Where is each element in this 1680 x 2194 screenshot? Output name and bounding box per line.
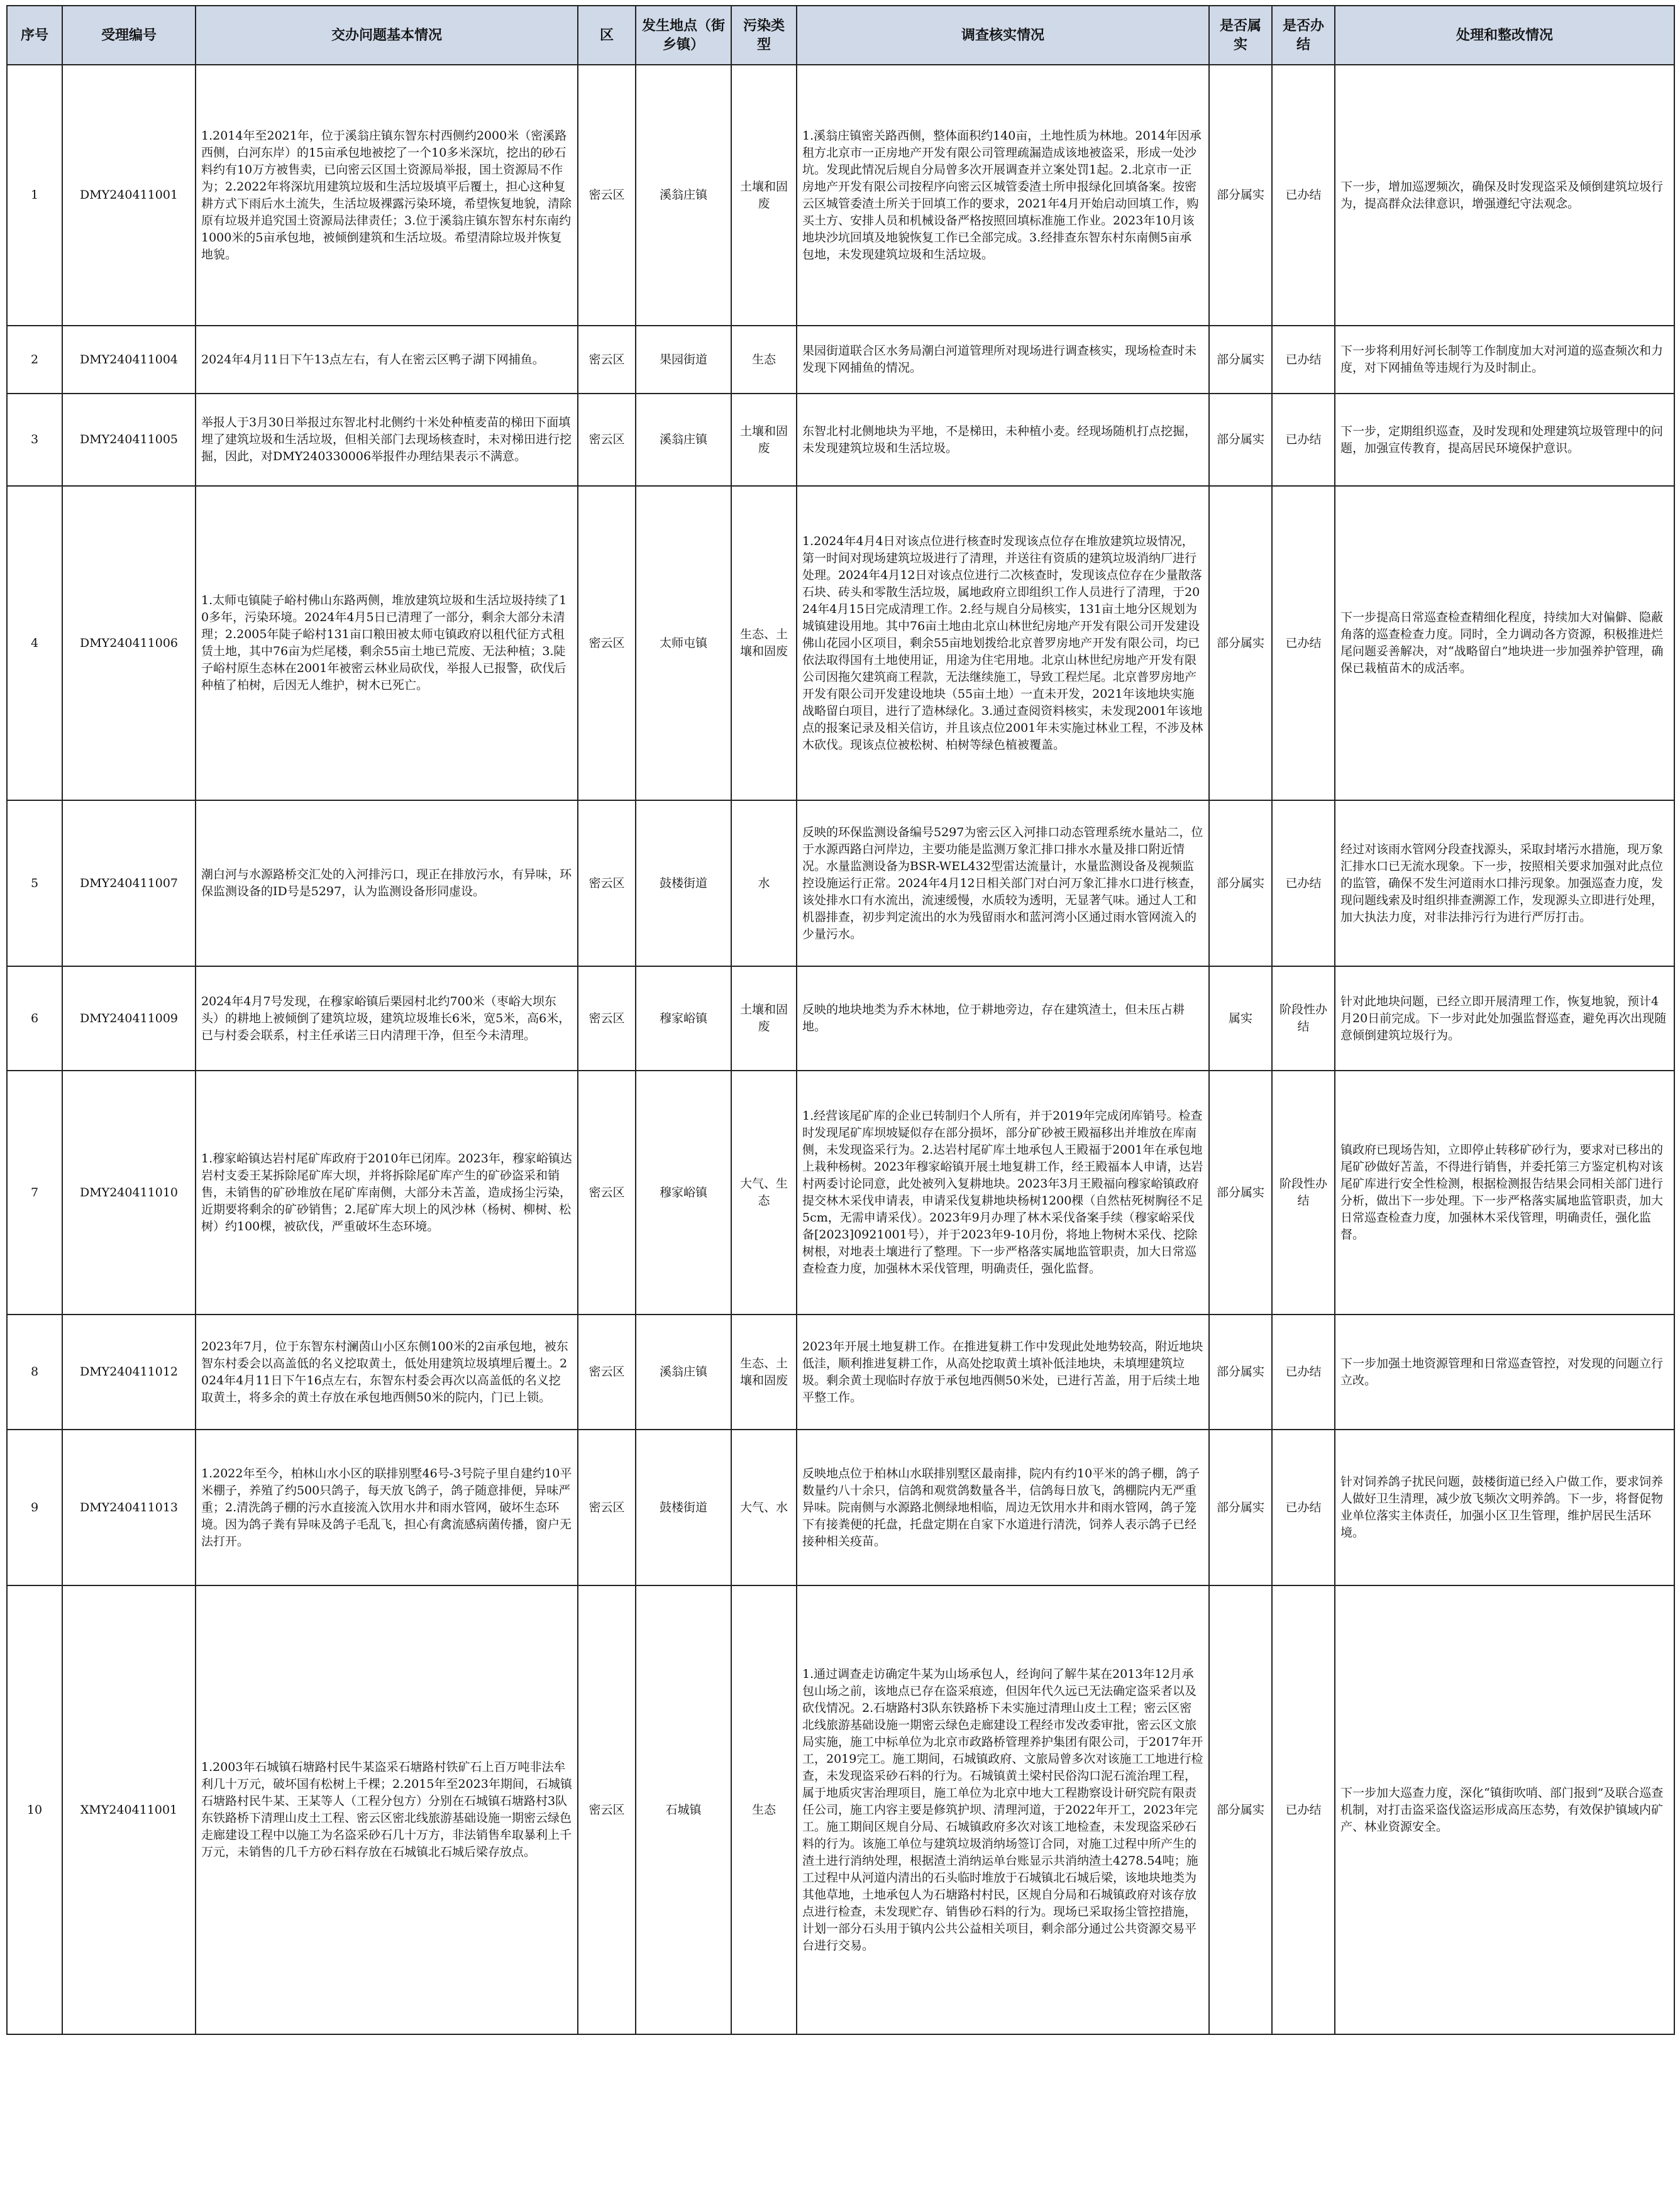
cell-done: 已办结: [1272, 1315, 1335, 1430]
cell-district: 密云区: [578, 1315, 636, 1430]
cell-investigation: 1.经营该尾矿库的企业已转制归个人所有，并于2019年完成闭库销号。检查时发现尾矿库坝坡疑似存在部分损坏，部分矿砂被王殿福移出并堆放在库南侧，未发现盗采行为。2.达岩村尾矿库土地承包人王殿福于2001年在承包地上栽种杨树。2023年穆家峪镇开展土地复耕工作，经王殿福本人申请，达岩村两委讨论同意，此处被列入复耕地块。2023年3月王殿福向穆家峪镇政府提交林木采伐申请表，申请采伐复耕地块杨树1200棵（自然枯死树胸径不足5cm，无需申请采伐）。2023年9月办理了林木采伐备案手续（穆家峪采伐备[2023]0921001号），并于2023年9-10月份，将地上物树木采伐、挖除树根，对地表土壤进行了整理。下一步严格落实属地监管职责，加大日常巡查检查力度，加强林木采伐管理，明确责任，强化监督。: [797, 1071, 1209, 1315]
cell-investigation: 1.溪翁庄镇密关路西侧，整体面积约140亩，土地性质为林地。2014年因承租方北京市一正房地产开发有限公司管理疏漏造成该地被盗采，形成一处沙坑。发现此情况后规自分局曾多次开展调查并立案处罚1起。2.北京市一正房地产开发有限公司按程序向密云区城管委渣土所申报绿化回填备案。按密云区城管委渣土所关于回填工作的要求，2021年4月开始启动回填工作，购买土方、安排人员和机械设备严格按照回填标准施工作业。2023年10月该地块沙坑回填及地貌恢复工作已全部完成。3.经排查东智东村东南侧5亩承包地，未发现建筑垃圾和生活垃圾。: [797, 65, 1209, 326]
cell-true: 属实: [1209, 966, 1272, 1071]
cell-handling: 下一步，增加巡逻频次，确保及时发现盗采及倾倒建筑垃圾行为，提高群众法律意识，增强遵纪守法观念。: [1335, 65, 1674, 326]
cell-no: 8: [7, 1315, 62, 1430]
cell-location: 穆家峪镇: [636, 1071, 731, 1315]
cell-district: 密云区: [578, 486, 636, 800]
header-cell-location: 发生地点（街乡镇）: [636, 6, 731, 65]
cell-issue: 2023年7月，位于东智东村澜茵山小区东侧100米的2亩承包地，被东智东村委会以高盖低的名义挖取黄土，低处用建筑垃圾填埋后覆土。2024年4月11日下午16点左右，东智东村委会再次以高盖低的名义挖取黄土，将多余的黄土存放在承包地西侧50米的院内，门已上锁。: [196, 1315, 578, 1430]
cell-location: 穆家峪镇: [636, 966, 731, 1071]
cell-investigation: 反映的环保监测设备编号5297为密云区入河排口动态管理系统水量站二，位于水源西路白河岸边，主要功能是监测万象汇排口排水水量及排口附近情况。水量监测设备为BSR-WEL432型雷达流量计，水量监测设备及视频监控设施运行正常。2024年4月12日相关部门对白河万象汇排水口进行核查，该处排水口有水流出，流速缓慢，水质较为透明，无显著气味。通过人工和机器排查，初步判定流出的水为残留雨水和蓝河湾小区通过雨水管网流入的少量污水。: [797, 800, 1209, 966]
table-row: [7, 966, 1674, 1071]
cell-handling: 下一步将利用好河长制等工作制度加大对河道的巡查频次和力度，对下网捕鱼等违规行为及时制止。: [1335, 326, 1674, 394]
cell-issue: 1.穆家峪镇达岩村尾矿库政府于2010年已闭库。2023年，穆家峪镇达岩村支委王某拆除尾矿库大坝，并将拆除尾矿库产生的矿砂盗采和销售，未销售的矿砂堆放在尾矿库南侧，大部分未苫盖，造成扬尘污染，近期要将剩余的矿砂销售；2.尾矿库大坝上的风沙林（杨树、柳树、松树）约100棵，被砍伐，严重破坏生态环境。: [196, 1071, 578, 1315]
cell-id: DMY240411004: [62, 326, 196, 394]
cell-type: 大气、水: [731, 1430, 797, 1585]
cell-issue: 1.2022年至今，柏林山水小区的联排别墅46号-3号院子里自建约10平米棚子，养殖了约500只鸽子，每天放飞鸽子，鸽子随意排便，异味严重；2.清洗鸽子棚的污水直接流入饮用水井和雨水管网，破坏生态环境。因为鸽子粪有异味及鸽子毛乱飞，担心有禽流感病菌传播，窗户无法打开。: [196, 1430, 578, 1585]
cell-district: 密云区: [578, 800, 636, 966]
cell-location: 溪翁庄镇: [636, 1315, 731, 1430]
cell-handling: 针对此地块问题，已经立即开展清理工作，恢复地貌，预计4月20日前完成。下一步对此处加强监督巡查，避免再次出现随意倾倒建筑垃圾行为。: [1335, 966, 1674, 1071]
cell-issue: 举报人于3月30日举报过东智北村北侧约十米处种植麦苗的梯田下面填埋了建筑垃圾和生活垃圾，但相关部门去现场核查时，未对梯田进行挖掘，因此，对DMY240330006举报件办理结果表示不满意。: [196, 394, 578, 486]
cell-location: 鼓楼街道: [636, 1430, 731, 1585]
cell-no: 10: [7, 1585, 62, 2034]
cell-type: 生态: [731, 326, 797, 394]
cell-id: XMY240411001: [62, 1585, 196, 2034]
cell-district: 密云区: [578, 966, 636, 1071]
cell-true: 部分属实: [1209, 394, 1272, 486]
cell-no: 4: [7, 486, 62, 800]
cell-id: DMY240411009: [62, 966, 196, 1071]
cell-district: 密云区: [578, 1585, 636, 2034]
cell-type: 生态: [731, 1585, 797, 2034]
cell-no: 6: [7, 966, 62, 1071]
table-row: [7, 326, 1674, 394]
cell-true: 部分属实: [1209, 1071, 1272, 1315]
cell-done: 已办结: [1272, 65, 1335, 326]
cell-done: 已办结: [1272, 326, 1335, 394]
header-cell-no: 序号: [7, 6, 62, 65]
table-row: [7, 394, 1674, 486]
cell-true: 部分属实: [1209, 1430, 1272, 1585]
cell-handling: 经过对该雨水管网分段查找源头，采取封堵污水措施，现万象汇排水口已无流水现象。下一步，按照相关要求加强对此点位的监管，确保不发生河道雨水口排污现象。加强巡查力度，发现问题线索及时组织排查溯源工作，发现源头立即进行处理，加大执法力度，对非法排污行为进行严厉打击。: [1335, 800, 1674, 966]
cell-id: DMY240411012: [62, 1315, 196, 1430]
cell-type: 土壤和固废: [731, 966, 797, 1071]
cell-issue: 2024年4月11日下午13点左右，有人在密云区鸭子湖下网捕鱼。: [196, 326, 578, 394]
cell-issue: 1.太师屯镇陡子峪村佛山东路两侧，堆放建筑垃圾和生活垃圾持续了10多年，污染环境。2024年4月5日已清理了一部分，剩余大部分未清理；2.2005年陡子峪村131亩口粮田被太师屯镇政府以租代征方式租赁土地，其中76亩为烂尾楼，剩余55亩土地已荒废、无法种植；3.陡子峪村原生态林在2001年被密云林业局砍伐，举报人已报警，砍伐后种植了柏树，后因无人维护，树木已死亡。: [196, 486, 578, 800]
cell-investigation: 1.通过调查走访确定牛某为山场承包人，经询问了解牛某在2013年12月承包山场之前，该地点已存在盗采痕迹，但因年代久远已无法确定盗采者以及砍伐情况。2.石塘路村3队东铁路桥下未实施过清理山皮土工程；密云区密北线旅游基础设施一期密云绿色走廊建设工程经市发改委审批，密云区文旅局实施，施工中标单位为北京市政路桥管理养护集团有限公司，于2017年开工，2019完工。施工期间，石城镇政府、文旅局曾多次对该施工工地进行检查，未发现盗采砂石料的行为。石城镇黄土梁村民俗沟口泥石流治理工程，属于地质灾害治理项目，施工单位为北京中地大工程勘察设计研究院有限责任公司，施工内容主要是修筑护坝、清理河道，于2022年开工，2023年完工。施工期间区规自分局、石城镇政府多次对该工地检查，未发现盗采砂石料的行为。该施工单位与建筑垃圾消纳场签订合同，对施工过程中所产生的渣土进行消纳处理，根据渣土消纳运单台账显示共消纳渣土4278.54吨；施工过程中从河道内清出的石头临时堆放于石城镇北石城后梁，该地块地类为其他草地，土地承包人为石塘路村村民，区规自分局和石城镇政府对该存放点进行检查，未发现贮存、销售砂石料的行为。现场已采取扬尘管控措施，计划一部分石头用于镇内公共公益相关项目，剩余部分通过公共资源交易平台进行交易。: [797, 1585, 1209, 2034]
cell-issue: 1.2014年至2021年，位于溪翁庄镇东智东村西侧约2000米（密溪路西侧，白河东岸）的15亩承包地被挖了一个10多米深坑，挖出的砂石料约有10万方被售卖，已向密云区国土资源局举报，国土资源局不作为；2.2022年将深坑用建筑垃圾和生活垃圾填平后覆土，担心这种复耕方式下雨后水土流失，生活垃圾裸露污染环境，希望恢复地貌，清除原有垃圾并追究国土资源局法律责任；3.位于溪翁庄镇东智东村东南约1000米的5亩承包地，被倾倒建筑和生活垃圾。希望清除垃圾并恢复地貌。: [196, 65, 578, 326]
cell-location: 石城镇: [636, 1585, 731, 2034]
cell-id: DMY240411005: [62, 394, 196, 486]
cell-type: 生态、土壤和固废: [731, 486, 797, 800]
cell-handling: 下一步加强土地资源管理和日常巡查管控，对发现的问题立行立改。: [1335, 1315, 1674, 1430]
table-row: [7, 1430, 1674, 1585]
document-sheet: [6, 5, 1674, 2035]
cell-no: 7: [7, 1071, 62, 1315]
cell-handling: 下一步加大巡查力度，深化“镇街吹哨、部门报到”及联合巡查机制，对打击盗采盗伐盗运形成高压态势，有效保护镇域内矿产、林业资源安全。: [1335, 1585, 1674, 2034]
cell-type: 土壤和固废: [731, 394, 797, 486]
cell-true: 部分属实: [1209, 1585, 1272, 2034]
cell-id: DMY240411010: [62, 1071, 196, 1315]
header-cell-issue: 交办问题基本情况: [196, 6, 578, 65]
cell-done: 已办结: [1272, 394, 1335, 486]
cell-investigation: 反映地点位于柏林山水联排别墅区最南排，院内有约10平米的鸽子棚，鸽子数量约八十余只，信鸽和观赏鸽数量各半，信鸽每日放飞，鸽棚院内无严重异味。院南侧与水源路北侧绿地相临，周边无饮用水井和雨水管网，鸽子笼下有接粪便的托盘，托盘定期在自家下水道进行清洗，饲养人表示鸽子已经接种相关疫苗。: [797, 1430, 1209, 1585]
table-row: [7, 1585, 1674, 2034]
cell-location: 鼓楼街道: [636, 800, 731, 966]
cell-investigation: 果园街道联合区水务局潮白河道管理所对现场进行调查核实，现场检查时未发现下网捕鱼的情况。: [797, 326, 1209, 394]
cell-id: DMY240411006: [62, 486, 196, 800]
cell-location: 太师屯镇: [636, 486, 731, 800]
header-cell-id: 受理编号: [62, 6, 196, 65]
cell-district: 密云区: [578, 394, 636, 486]
cell-district: 密云区: [578, 1071, 636, 1315]
cell-type: 水: [731, 800, 797, 966]
cell-type: 大气、生态: [731, 1071, 797, 1315]
cell-done: 已办结: [1272, 1430, 1335, 1585]
cell-investigation: 东智北村北侧地块为平地，不是梯田，未种植小麦。经现场随机打点挖掘，未发现建筑垃圾和生活垃圾。: [797, 394, 1209, 486]
cell-location: 果园街道: [636, 326, 731, 394]
header-cell-district: 区: [578, 6, 636, 65]
header-cell-type: 污染类型: [731, 6, 797, 65]
cell-district: 密云区: [578, 326, 636, 394]
cell-done: 阶段性办结: [1272, 1071, 1335, 1315]
cell-location: 溪翁庄镇: [636, 65, 731, 326]
cell-investigation: 1.2024年4月4日对该点位进行核查时发现该点位存在堆放建筑垃圾情况，第一时间对现场建筑垃圾进行了清理，并送往有资质的建筑垃圾消纳厂进行处理。2024年4月12日对该点位进行二次核查时，发现该点位存在少量散落石块、砖头和零散生活垃圾，属地政府立即组织工作人员进行了清理，于2024年4月15日完成清理工作。2.经与规自分局核实，131亩土地分区规划为城镇建设用地。其中76亩土地由北京山林世纪房地产开发有限公司开发建设佛山花园小区项目，剩余55亩地划拨给北京普罗房地产开发有限公司，均已依法取得国有土地使用证，用途为住宅用地。北京山林世纪房地产开发有限公司因拖欠建筑商工程款，无法继续施工，导致工程烂尾。北京普罗房地产开发有限公司开发建设地块（55亩土地）一直未开发，2021年该地块实施战略留白项目，进行了造林绿化。3.通过查阅资料核实，未发现2001年该地点的报案记录及相关信访，并且该点位2001年未实施过林业工程，不涉及林木砍伐。现该点位被松树、柏树等绿色植被覆盖。: [797, 486, 1209, 800]
cell-no: 2: [7, 326, 62, 394]
table-row: [7, 1315, 1674, 1430]
header-cell-true: 是否属实: [1209, 6, 1272, 65]
cell-handling: 针对饲养鸽子扰民问题，鼓楼街道已经入户做工作，要求饲养人做好卫生清理，减少放飞频次文明养鸽。下一步，将督促物业单位落实主体责任，加强小区卫生管理，维护居民生活环境。: [1335, 1430, 1674, 1585]
table-row: [7, 1071, 1674, 1315]
cell-true: 部分属实: [1209, 326, 1272, 394]
cell-handling: 下一步提高日常巡查检查精细化程度，持续加大对偏僻、隐蔽角落的巡查检查力度。同时，全力调动各方资源，积极推进烂尾问题妥善解决，对“战略留白”地块进一步加强养护管理，确保已栽植苗木的成活率。: [1335, 486, 1674, 800]
header-row: [7, 6, 1674, 65]
cell-no: 5: [7, 800, 62, 966]
cell-done: 已办结: [1272, 1585, 1335, 2034]
cell-handling: 下一步，定期组织巡查，及时发现和处理建筑垃圾管理中的问题，加强宣传教育，提高居民环境保护意识。: [1335, 394, 1674, 486]
cell-id: DMY240411013: [62, 1430, 196, 1585]
cell-district: 密云区: [578, 1430, 636, 1585]
header-cell-done: 是否办结: [1272, 6, 1335, 65]
cell-id: DMY240411007: [62, 800, 196, 966]
complaint-table: [6, 5, 1675, 2035]
cell-district: 密云区: [578, 65, 636, 326]
cell-handling: 镇政府已现场告知，立即停止转移矿砂行为，要求对已移出的尾矿砂做好苫盖，不得进行销售，并委托第三方鉴定机构对该尾矿库进行安全性检测，根据检测报告结果会同相关部门进行分析，做出下一步处理。下一步严格落实属地监管职责，加大日常巡查检查力度，加强林木采伐管理，明确责任，强化监督。: [1335, 1071, 1674, 1315]
header-cell-investigation: 调查核实情况: [797, 6, 1209, 65]
cell-issue: 潮白河与水源路桥交汇处的入河排污口，现正在排放污水，有异味，环保监测设备的ID号是5297，认为监测设备形同虚设。: [196, 800, 578, 966]
cell-true: 部分属实: [1209, 1315, 1272, 1430]
cell-no: 1: [7, 65, 62, 326]
cell-true: 部分属实: [1209, 65, 1272, 326]
cell-no: 9: [7, 1430, 62, 1585]
cell-no: 3: [7, 394, 62, 486]
cell-true: 部分属实: [1209, 800, 1272, 966]
cell-id: DMY240411001: [62, 65, 196, 326]
cell-done: 已办结: [1272, 486, 1335, 800]
header-cell-handling: 处理和整改情况: [1335, 6, 1674, 65]
cell-location: 溪翁庄镇: [636, 394, 731, 486]
cell-type: 土壤和固废: [731, 65, 797, 326]
table-row: [7, 486, 1674, 800]
cell-investigation: 2023年开展土地复耕工作。在推进复耕工作中发现此处地势较高，附近地块低洼，顺利推进复耕工作，从高处挖取黄土填补低洼地块，未填埋建筑垃圾。剩余黄土现临时存放于承包地西侧50米处，已进行苫盖，用于后续土地平整工作。: [797, 1315, 1209, 1430]
cell-true: 部分属实: [1209, 486, 1272, 800]
table-row: [7, 800, 1674, 966]
cell-type: 生态、土壤和固废: [731, 1315, 797, 1430]
cell-issue: 1.2003年石城镇石塘路村民牛某盗采石塘路村铁矿石上百万吨非法牟利几十万元，破坏国有松树上千棵；2.2015年至2023年期间，石城镇石塘路村民牛某、王某等人（工程分包方）分别在石城镇石塘路村3队东铁路桥下清理山皮土工程、密云区密北线旅游基础设施一期密云绿色走廊建设工程中以施工为名盗采砂石几十万方，非法销售牟取暴利上千万元，未销售的几千方砂石料存放在石城镇北石城后梁存放点。: [196, 1585, 578, 2034]
cell-done: 已办结: [1272, 800, 1335, 966]
cell-issue: 2024年4月7号发现，在穆家峪镇后栗园村北约700米（枣峪大坝东头）的耕地上被倾倒了建筑垃圾，建筑垃圾堆长6米，宽5米，高6米，已与村委会联系，村主任承诺三日内清理干净，但至今未清理。: [196, 966, 578, 1071]
table-row: [7, 65, 1674, 326]
cell-investigation: 反映的地块地类为乔木林地，位于耕地旁边，存在建筑渣土，但未压占耕地。: [797, 966, 1209, 1071]
cell-done: 阶段性办结: [1272, 966, 1335, 1071]
